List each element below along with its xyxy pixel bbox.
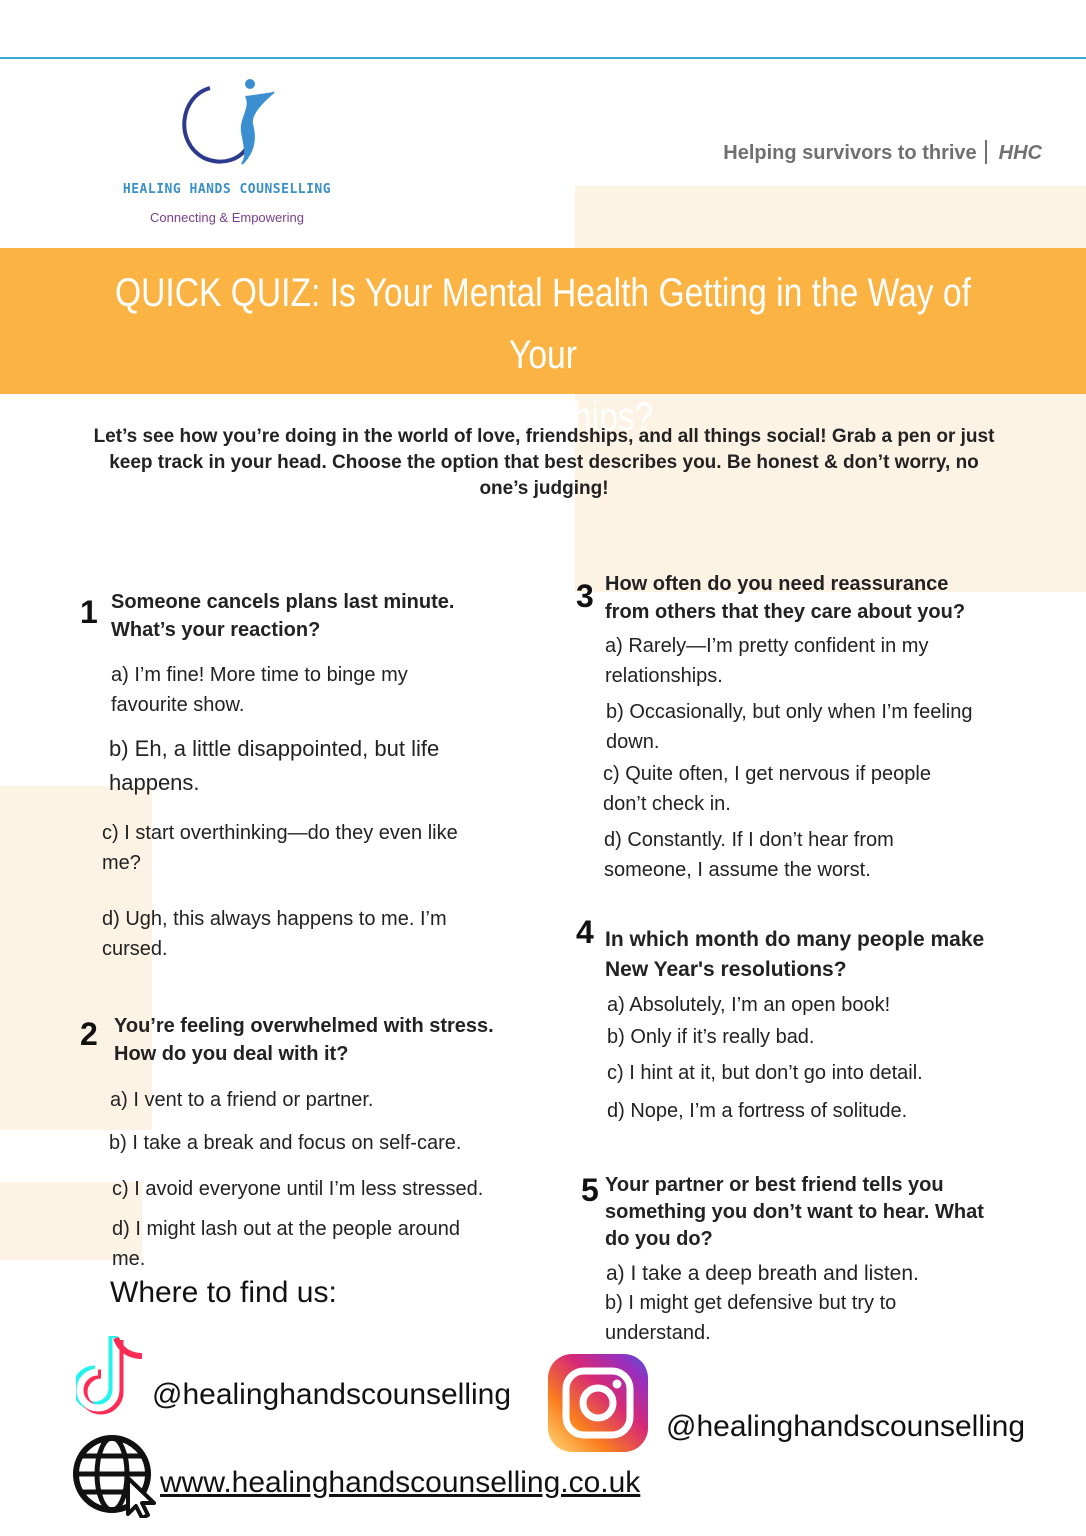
question-text-line: do you do? xyxy=(605,1228,713,1250)
answer-option-line: d) Ugh, this always happens to me. I’m xyxy=(102,908,447,930)
answer-option-line: c) Quite often, I get nervous if people xyxy=(603,763,931,785)
answer-option[interactable] xyxy=(111,660,408,720)
answer-option[interactable] xyxy=(112,1214,460,1274)
answer-option[interactable] xyxy=(102,904,447,964)
question-text-line: something you don’t want to hear. What xyxy=(605,1201,984,1223)
answer-option[interactable] xyxy=(605,1288,896,1348)
answer-option-line: b) Only if it’s really bad. xyxy=(607,1026,815,1048)
answer-option-line: b) Eh, a little disappointed, but life xyxy=(109,736,440,761)
intro-text xyxy=(44,424,1044,502)
question-text-line: In which month do many people make xyxy=(605,928,985,951)
answer-option-line: a) I take a deep breath and listen. xyxy=(606,1262,919,1285)
answer-option[interactable] xyxy=(102,818,458,878)
answer-option[interactable] xyxy=(109,1128,461,1158)
answer-option-line: understand. xyxy=(605,1322,711,1344)
answer-option-line: someone, I assume the worst. xyxy=(604,859,871,881)
answer-option-line: a) I’m fine! More time to binge my xyxy=(111,664,408,686)
answer-option-line: d) Nope, I’m a fortress of solitude. xyxy=(607,1100,908,1122)
question-text-line: You’re feeling overwhelmed with stress. xyxy=(114,1015,494,1037)
answer-option-line: d) Constantly. If I don’t hear from xyxy=(604,829,894,851)
top-rule xyxy=(0,57,1086,59)
answer-option-line: favourite show. xyxy=(111,694,245,716)
where-to-find-heading: Where to find us: xyxy=(110,1276,337,1309)
answer-option-line: c) I hint at it, but don’t go into detail. xyxy=(607,1062,923,1084)
intro-line: keep track in your head. Choose the option that best describes you. Be honest & don’t worry, no xyxy=(109,452,979,473)
globe-cursor-icon xyxy=(72,1434,162,1518)
answer-option[interactable] xyxy=(607,1022,815,1052)
answer-option-line: b) I might get defensive but try to xyxy=(605,1292,897,1314)
answer-option-line: me. xyxy=(112,1248,146,1270)
website-link[interactable]: www.healinghandscounselling.co.uk xyxy=(160,1466,641,1499)
answer-option[interactable] xyxy=(606,697,972,757)
question-text-line: How often do you need reassurance xyxy=(605,573,949,595)
answer-option[interactable] xyxy=(606,1259,919,1289)
question-text-line: New Year's resolutions? xyxy=(605,958,847,981)
page-title xyxy=(95,262,990,448)
question-text xyxy=(605,570,965,626)
answer-option[interactable] xyxy=(607,990,890,1020)
answer-option-line: c) I start overthinking—do they even like xyxy=(102,822,458,844)
question-number: 4 xyxy=(576,914,594,950)
answer-option-line: a) Absolutely, I’m an open book! xyxy=(607,994,891,1016)
question-text-line: Someone cancels plans last minute. xyxy=(111,591,455,613)
question-text xyxy=(605,1172,984,1253)
answer-option-line: c) I avoid everyone until I’m less stressed. xyxy=(112,1178,484,1200)
answer-option-line: a) Rarely—I’m pretty confident in my xyxy=(605,635,929,657)
instagram-icon[interactable] xyxy=(548,1354,648,1452)
logo-tagline: Connecting & Empowering xyxy=(150,210,304,225)
answer-option-line: me? xyxy=(102,852,141,874)
tiktok-icon[interactable] xyxy=(76,1330,152,1420)
logo-name: HEALING HANDS COUNSELLING xyxy=(122,182,332,197)
answer-option-line: don’t check in. xyxy=(603,793,731,815)
tagline-text: Helping survivors to thrive xyxy=(723,142,977,164)
question-text xyxy=(114,1012,494,1068)
intro-line: Let’s see how you’re doing in the world of love, friendships, and all things social! Grab a pen or just xyxy=(93,426,995,447)
question-text-line: What’s your reaction? xyxy=(111,619,321,641)
page-title-line: Relationships? xyxy=(432,395,654,439)
answer-option[interactable] xyxy=(605,631,928,691)
question-text-line: How do you deal with it? xyxy=(114,1043,349,1065)
answer-option[interactable] xyxy=(607,1096,907,1126)
instagram-handle[interactable]: @healinghandscounselling xyxy=(666,1410,1026,1443)
tiktok-handle[interactable]: @healinghandscounselling xyxy=(152,1378,512,1411)
tagline-abbreviation: HHC xyxy=(998,142,1042,164)
question-number: 1 xyxy=(80,594,98,630)
answer-option-line: b) I take a break and focus on self-care. xyxy=(109,1132,462,1154)
answer-option[interactable] xyxy=(604,825,894,885)
question-number: 5 xyxy=(581,1172,599,1208)
intro-line: one’s judging! xyxy=(479,478,609,499)
healing-hands-logo-mark xyxy=(170,72,290,172)
answer-option[interactable] xyxy=(112,1174,483,1204)
question-text-line: from others that they care about you? xyxy=(605,601,966,623)
answer-option-line: relationships. xyxy=(605,665,723,687)
question-text xyxy=(111,588,454,644)
question-text xyxy=(605,925,984,985)
answer-option[interactable] xyxy=(110,1085,373,1115)
question-number: 3 xyxy=(576,578,594,614)
answer-option-line: a) I vent to a friend or partner. xyxy=(110,1089,374,1111)
page-title-line: QUICK QUIZ: Is Your Mental Health Getting in the Way of Your xyxy=(115,271,971,377)
answer-option[interactable] xyxy=(109,732,439,800)
question-text-line: Your partner or best friend tells you xyxy=(605,1174,944,1196)
answer-option[interactable] xyxy=(603,759,931,819)
answer-option-line: happens. xyxy=(109,770,200,795)
question-number: 2 xyxy=(80,1016,98,1052)
header-tagline xyxy=(723,140,1042,165)
answer-option-line: b) Occasionally, but only when I’m feeling xyxy=(606,701,973,723)
answer-option-line: cursed. xyxy=(102,938,168,960)
answer-option-line: down. xyxy=(606,731,660,753)
logo xyxy=(112,72,352,242)
tagline-divider xyxy=(985,140,987,164)
answer-option[interactable] xyxy=(607,1058,923,1088)
answer-option-line: d) I might lash out at the people around xyxy=(112,1218,461,1240)
